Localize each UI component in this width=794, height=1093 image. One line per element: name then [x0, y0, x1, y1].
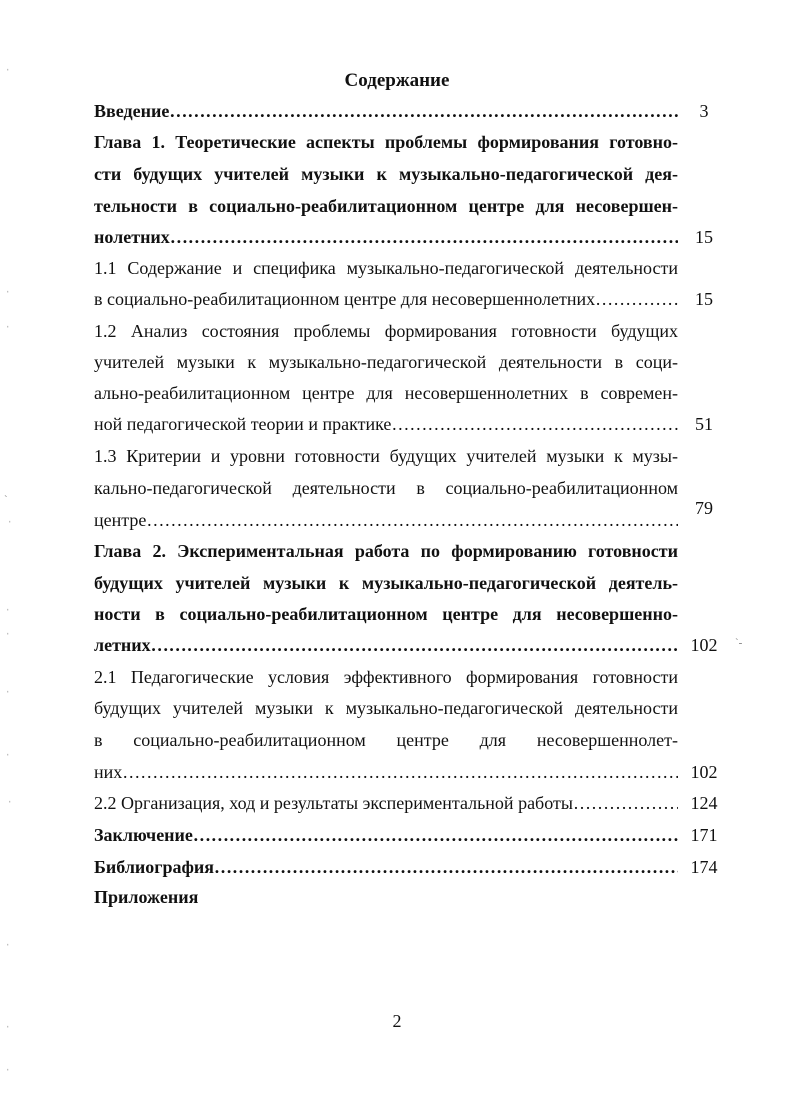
toc-entry-bibliography-page: 174	[690, 857, 718, 877]
toc-entry-intro-label: Введение	[94, 101, 170, 121]
toc-chapter2-page: 102	[690, 635, 718, 655]
leader-dots	[169, 96, 678, 126]
toc-section-1-3-line[interactable]: 1.3 Критерии и уровни готовности будущих учителей музыки к музы-	[94, 446, 678, 466]
toc-section-1-1-line: в социально-реабилитационном центре для несовершеннолетних	[94, 289, 596, 309]
scan-speck: ˈ	[6, 689, 10, 701]
scan-speck: ˈ	[6, 1024, 10, 1036]
scan-speck: ˈ	[6, 324, 10, 336]
toc-section-1-1-line[interactable]: 1.1 Содержание и специфика музыкально-педагогической деятельности	[94, 258, 678, 278]
toc-entry-intro-page: 3	[699, 101, 709, 121]
toc-section-1-2-last-line[interactable]	[94, 409, 678, 439]
toc-section-2-2[interactable]	[94, 788, 678, 818]
toc-entry-conclusion-page: 171	[690, 825, 718, 845]
toc-section-2-2-label: 2.2 Организация, ход и результаты экспериментальной работы	[94, 793, 573, 813]
toc-chapter2-line: летних	[94, 635, 151, 655]
leader-dots	[122, 757, 678, 787]
toc-section-2-2-page: 124	[690, 793, 718, 813]
scan-speck: ˌ	[6, 934, 10, 946]
toc-section-1-3-line[interactable]: кально-педагогической деятельности в социально-реабилитационном	[94, 478, 678, 498]
toc-chapter2-line[interactable]: ности в социально-реабилитационном центре для несовершенно-	[94, 604, 678, 624]
scan-speck: ˌ	[6, 744, 10, 756]
leader-dots	[170, 222, 678, 252]
toc-chapter2-line[interactable]: будущих учителей музыки к музыкально-педагогической деятель-	[94, 573, 678, 593]
toc-section-1-1-page: 15	[695, 289, 713, 309]
toc-title: Содержание	[344, 70, 450, 91]
toc-entry-bibliography-label: Библиография	[94, 857, 215, 877]
leader-dots	[193, 820, 678, 850]
toc-section-1-3-page: 79	[695, 498, 713, 518]
toc-entry-conclusion[interactable]	[94, 820, 678, 850]
scan-speck: ˈ	[8, 799, 12, 811]
toc-section-1-2-line[interactable]: ально-реабилитационном центре для несовершеннолетних в современ-	[94, 383, 678, 403]
toc-section-1-2-line: ной педагогической теории и практике	[94, 414, 392, 434]
toc-chapter1-line[interactable]: Глава 1. Теоретические аспекты проблемы формирования готовно-	[94, 132, 678, 152]
scan-speck: ˌ	[6, 599, 10, 611]
toc-chapter1-page: 15	[695, 227, 713, 247]
toc-entry-intro[interactable]	[94, 96, 678, 126]
leader-dots	[146, 505, 678, 535]
leader-dots	[573, 788, 678, 818]
scan-speck: ˈ	[6, 289, 10, 301]
leader-dots	[595, 284, 678, 314]
toc-section-2-1-last-line[interactable]	[94, 757, 678, 787]
toc-entry-bibliography[interactable]	[94, 852, 678, 882]
toc-entry-conclusion-label: Заключение	[94, 825, 193, 845]
toc-chapter1-line[interactable]: сти будущих учителей музыки к музыкально-педагогической дея-	[94, 164, 678, 184]
scan-speck: ˌ	[6, 59, 10, 71]
toc-chapter2-line[interactable]: Глава 2. Экспериментальная работа по формированию готовности	[94, 541, 678, 561]
toc-section-2-1-line[interactable]: 2.1 Педагогические условия эффективного формирования готовности	[94, 667, 678, 687]
leader-dots	[151, 630, 678, 660]
toc-chapter1-line[interactable]: тельности в социально-реабилитационном центре для несовершен-	[94, 196, 678, 216]
toc-section-1-3-last-line[interactable]	[94, 505, 678, 535]
scan-speck: ˈ	[8, 519, 12, 531]
scan-speck: ˌ	[6, 1059, 10, 1071]
scan-speck: ˋ	[4, 494, 8, 506]
toc-entry-appendices[interactable]: Приложения	[94, 887, 199, 907]
leader-dots	[391, 409, 678, 439]
toc-section-1-2-line[interactable]: учителей музыки к музыкально-педагогической деятельности в соци-	[94, 352, 678, 372]
toc-chapter1-last-line[interactable]	[94, 222, 678, 252]
leader-dots	[214, 852, 678, 882]
toc-section-2-1-line[interactable]: в социально-реабилитационном центре для несовершеннолет-	[94, 730, 678, 750]
toc-section-2-1-line[interactable]: будущих учителей музыки к музыкально-педагогической деятельности	[94, 698, 678, 718]
scan-speck: ˈ	[6, 631, 10, 643]
toc-section-1-2-page: 51	[695, 414, 713, 434]
toc-section-1-3-line: центре	[94, 510, 147, 530]
toc-section-1-1-last-line[interactable]	[94, 284, 678, 314]
toc-chapter1-line: нолетних	[94, 227, 170, 247]
page-number: 2	[392, 1011, 402, 1031]
scan-speck: ˋ-	[735, 637, 743, 649]
toc-chapter2-last-line[interactable]	[94, 630, 678, 660]
toc-section-2-1-page: 102	[690, 762, 718, 782]
toc-section-1-2-line[interactable]: 1.2 Анализ состояния проблемы формирования готовности будущих	[94, 321, 678, 341]
toc-section-2-1-line: них	[94, 762, 123, 782]
